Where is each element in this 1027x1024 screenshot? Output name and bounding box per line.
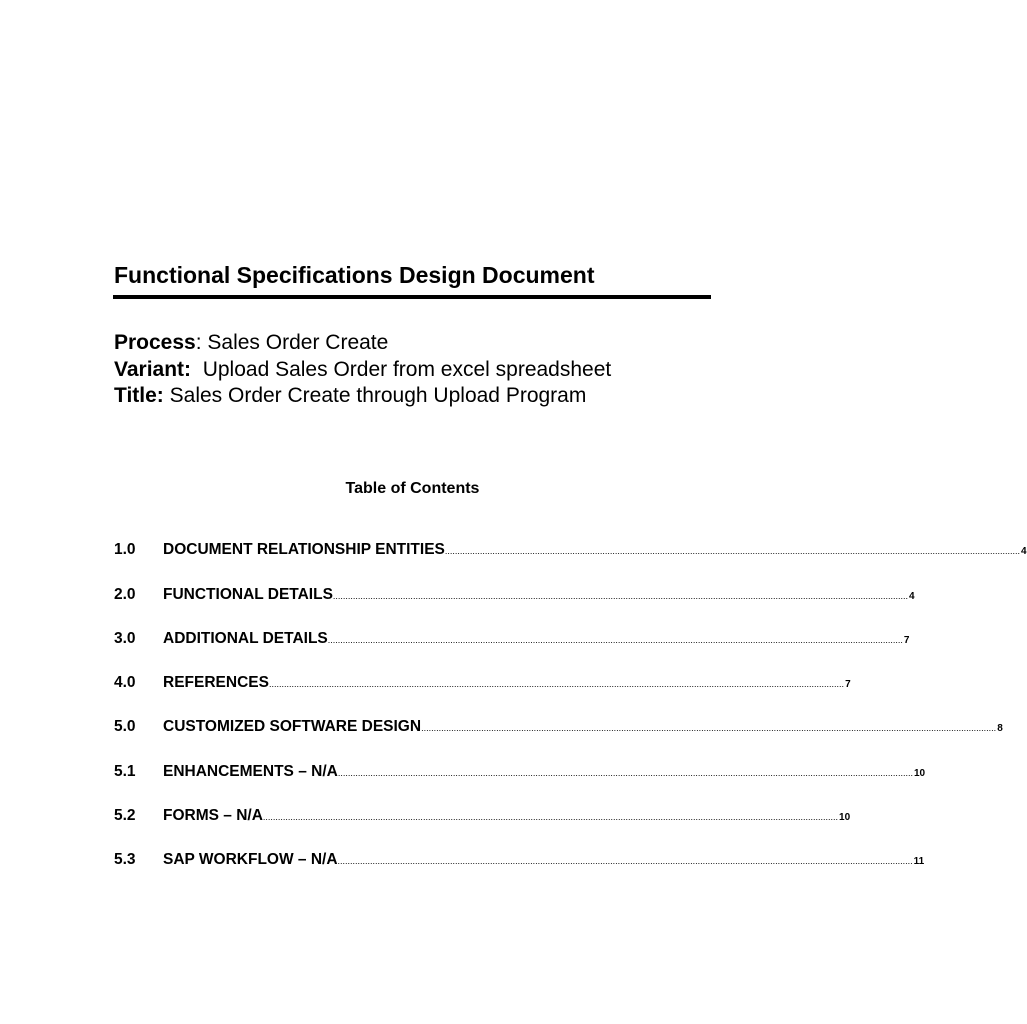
toc-entry-page-number: 4 [909, 591, 915, 602]
toc-entry-label: DOCUMENT RELATIONSHIP ENTITIES [163, 541, 445, 558]
toc-entry[interactable] [114, 807, 851, 827]
toc-entry[interactable] [114, 630, 910, 650]
variant-value: Upload Sales Order from excel spreadsheet [191, 358, 612, 381]
toc-dot-leader: ...................................................................................................................................................................................................................................... [421, 723, 997, 733]
toc-entry-number: 5.0 [114, 718, 136, 735]
toc-entry-number: 5.3 [114, 851, 136, 868]
toc-dot-leader: ...................................................................................................................................................................................................................................... [327, 635, 903, 645]
toc-dot-leader: ...................................................................................................................................................................................................................................... [268, 679, 845, 689]
variant-line [114, 356, 714, 383]
toc-entry-label: CUSTOMIZED SOFTWARE DESIGN [163, 718, 422, 735]
toc-entry-number: 3.0 [114, 630, 136, 647]
toc-entry-number: 5.1 [114, 763, 136, 780]
title-underline-rule [113, 295, 711, 299]
toc-entry[interactable] [114, 586, 915, 606]
toc-entry[interactable] [114, 541, 1027, 561]
toc-entry-label: ENHANCEMENTS – N/A [163, 763, 338, 780]
toc-entry-number: 5.2 [114, 807, 136, 824]
toc-entry-page-number: 7 [845, 679, 851, 690]
toc-heading [114, 480, 711, 498]
document-title: Functional Specifications Design Document [114, 262, 595, 288]
title-value: Sales Order Create through Upload Program [163, 384, 587, 407]
toc-dot-leader: ...................................................................................................................................................................................................................................... [337, 856, 913, 866]
toc-dot-leader: ...................................................................................................................................................................................................................................... [332, 591, 909, 601]
toc-dot-leader: ...................................................................................................................................................................................................................................... [262, 812, 839, 822]
toc-entry-number: 2.0 [114, 586, 136, 603]
process-line [114, 329, 714, 356]
toc-entry-label: REFERENCES [163, 674, 269, 691]
title-line [114, 382, 714, 409]
toc-entry[interactable] [114, 851, 925, 871]
toc-entry-label: SAP WORKFLOW – N/A [163, 851, 338, 868]
toc-entry-page-number: 10 [913, 768, 926, 779]
toc-entry-label: FUNCTIONAL DETAILS [163, 586, 333, 603]
toc-entry-page-number: 8 [997, 723, 1003, 734]
toc-dot-leader: ...................................................................................................................................................................................................................................... [337, 768, 913, 778]
process-label: Process [114, 331, 196, 354]
title-label: Title: [114, 384, 164, 407]
toc-entry-number: 1.0 [114, 541, 136, 558]
toc-entry[interactable] [114, 763, 926, 783]
toc-entry[interactable] [114, 674, 851, 694]
toc-entry[interactable] [114, 718, 1003, 738]
toc-heading-text: Table of Contents [345, 480, 480, 497]
process-separator: : [195, 331, 208, 354]
toc-entry-page-number: 10 [839, 812, 851, 823]
toc-entry-page-number: 7 [903, 635, 910, 646]
variant-label: Variant: [114, 358, 192, 381]
toc-dot-leader: ...................................................................................................................................................................................................................................... [444, 546, 1021, 556]
toc-entry-page-number: 4 [1021, 546, 1027, 557]
toc-entry-label: FORMS – N/A [163, 807, 263, 824]
toc-entry-page-number: 11 [913, 856, 925, 867]
toc-entry-number: 4.0 [114, 674, 136, 691]
process-value: Sales Order Create [207, 331, 389, 354]
toc-entry-label: ADDITIONAL DETAILS [163, 630, 328, 647]
